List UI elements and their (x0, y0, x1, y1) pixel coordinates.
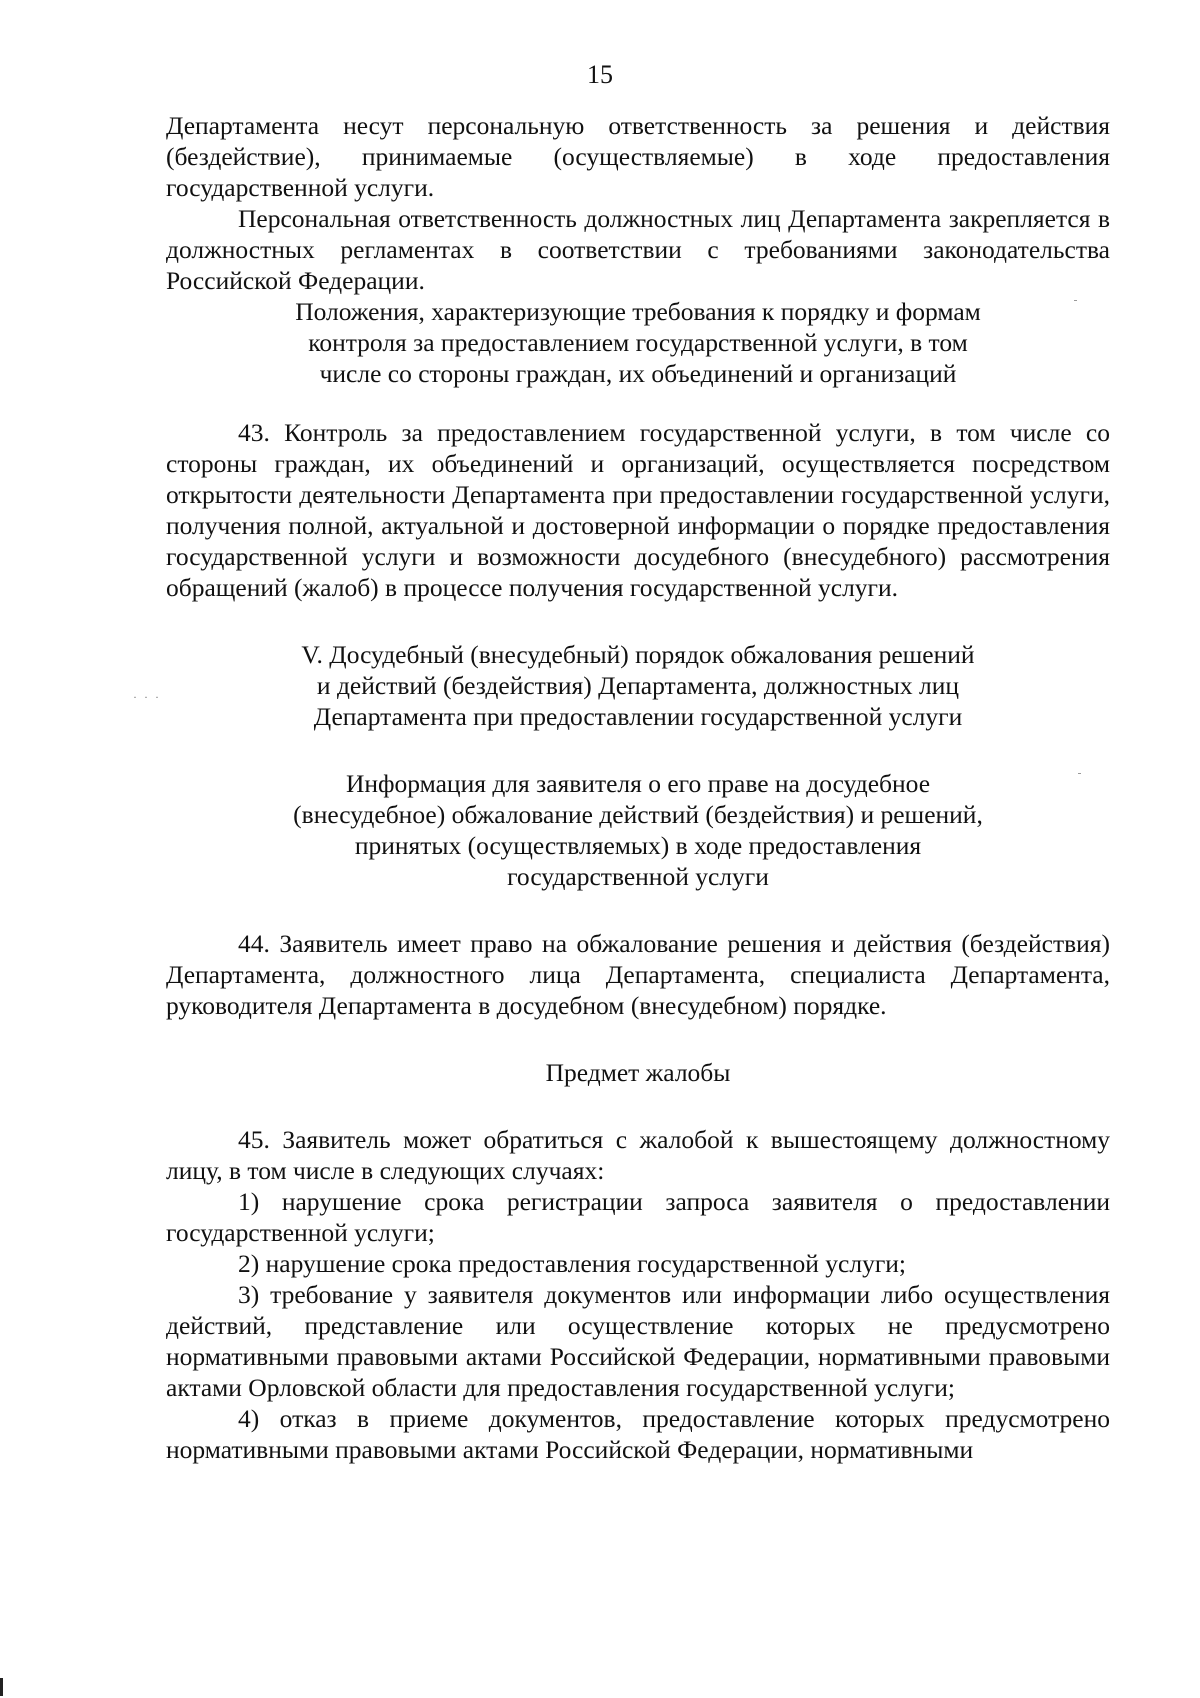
section-v-title (166, 639, 1110, 732)
paragraph: Департамента несут персональную ответственность за решения и действия (бездействие), принимаемые (осуществляемые) в ходе предоставления государственной услуги. (166, 111, 1110, 202)
heading-line: Департамента при предоставлении государственной услуги (313, 702, 963, 731)
margin-scan-mark: · · · (133, 690, 161, 704)
list-item: 4) отказ в приеме документов, предоставление которых предусмотрено нормативными правовыми актами Российской Федерации, нормативными (166, 1404, 1110, 1464)
section-heading-subject: Предмет жалобы (545, 1058, 731, 1087)
heading-line: и действий (бездействия) Департамента, должностных лиц (316, 671, 960, 700)
paragraph-43: 43. Контроль за предоставлением государственной услуги, в том числе со стороны граждан, их объединений и организаций, осуществляется посредством открытости деятельности Департамента при предоставлении государственной услуги, получения полной, актуальной и достоверной информации о порядке предоставления государственной услуги и возможности досудебного (внесудебного) рассмотрения обращений (жалоб) в процессе получения государственной услуги. (166, 418, 1110, 602)
paragraph: Персональная ответственность должностных лиц Департамента закрепляется в должностных регламентах в соответствии с требованиями законодательства Российской Федерации. (166, 204, 1110, 295)
page-number: 15 (587, 60, 613, 89)
heading-line: Информация для заявителя о его праве на досудебное (345, 769, 931, 798)
paragraph-44: 44. Заявитель имеет право на обжалование решения и действия (бездействия) Департамента, должностного лица Департамента, специалиста Департамента, руководителя Департамента в досудебном (внесудебном) порядке. (166, 929, 1110, 1020)
heading-line: (внесудебное) обжалование действий (бездействия) и решений, (293, 800, 983, 829)
heading-line: принятых (осуществляемых) в ходе предоставления (354, 831, 922, 860)
section-heading-control (166, 296, 1110, 389)
list-item: 1) нарушение срока регистрации запроса заявителя о предоставлении государственной услуги; (166, 1187, 1110, 1247)
heading-line: числе со стороны граждан, их объединений и организаций (319, 359, 957, 388)
document-body (166, 110, 1110, 1465)
heading-line: V. Досудебный (внесудебный) порядок обжалования решений (301, 640, 975, 669)
heading-line: государственной услуги (507, 862, 769, 891)
section-heading-info (166, 768, 1110, 892)
scan-edge-mark (0, 1678, 3, 1696)
heading-line: контроля за предоставлением государственной услуги, в том (308, 328, 968, 357)
paragraph-45: 45. Заявитель может обратиться с жалобой к вышестоящему должностному лицу, в том числе в следующих случаях: (166, 1125, 1110, 1185)
list-item: 2) нарушение срока предоставления государственной услуги; (238, 1249, 907, 1278)
list-item: 3) требование у заявителя документов или информации либо осуществления действий, представление или осуществление которых не предусмотрено нормативными правовыми актами Российской Федерации, нормативными правовыми актами Орловской области для предоставления государственной услуги; (166, 1280, 1110, 1402)
heading-line: Положения, характеризующие требования к порядку и формам (295, 297, 981, 326)
